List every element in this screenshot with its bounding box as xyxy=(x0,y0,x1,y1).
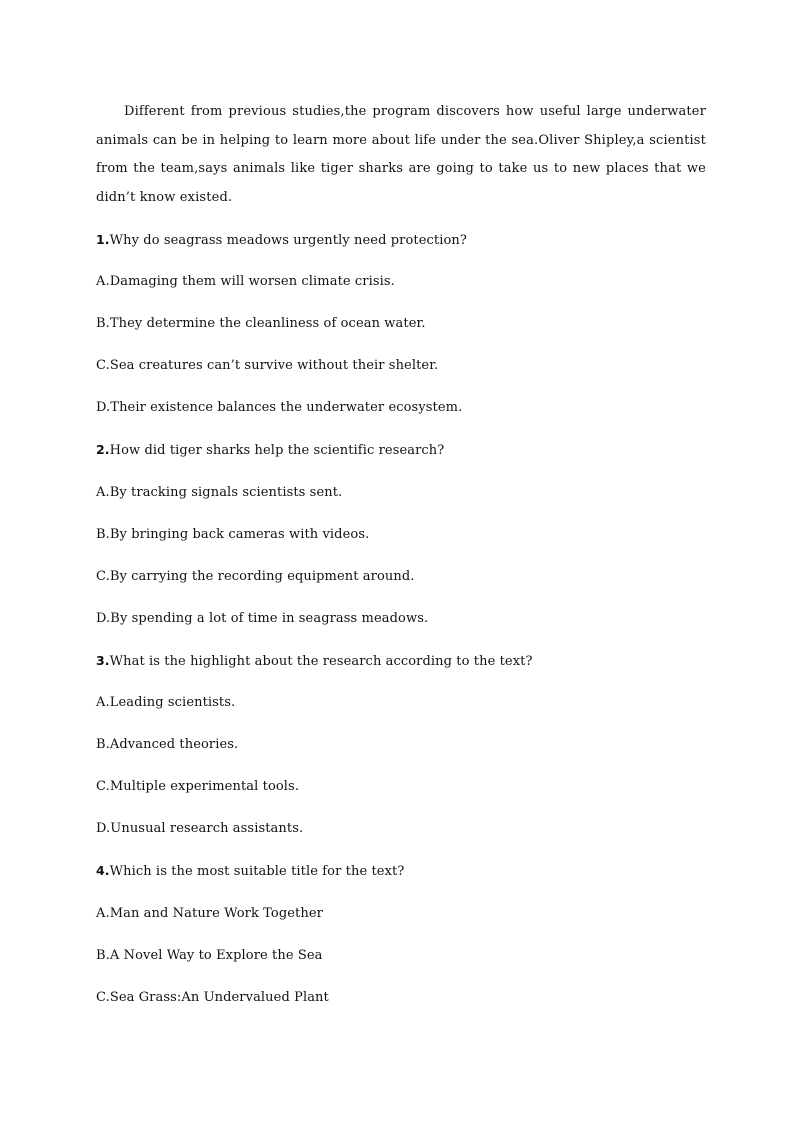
question-text: Which is the most suitable title for the text? xyxy=(109,864,405,880)
option-1d: D.Their existence balances the underwater ecosystem. xyxy=(96,400,463,416)
option-3a: A.Leading scientists. xyxy=(96,695,236,711)
option-4a: A.Man and Nature Work Together xyxy=(96,905,323,921)
question-number: 3. xyxy=(96,652,110,668)
option-3b: B.Advanced theories. xyxy=(96,737,239,753)
question-text: Why do seagrass meadows urgently need protection? xyxy=(109,233,467,248)
option-1c: C.Sea creatures can’t survive without their shelter. xyxy=(96,358,439,374)
option-2b: B.By bringing back cameras with videos. xyxy=(96,526,370,542)
option-3d: D.Unusual research assistants. xyxy=(96,821,304,837)
question-number: 4. xyxy=(96,863,110,879)
question-number: 1. xyxy=(96,232,110,247)
question-4 xyxy=(96,859,716,901)
question-2 xyxy=(96,438,716,480)
question-number: 2. xyxy=(96,442,110,458)
option-2a: A.By tracking signals scientists sent. xyxy=(96,484,343,500)
option-2c: C.By carrying the recording equipment around. xyxy=(96,568,415,584)
option-4c: C.Sea Grass:An Undervalued Plant xyxy=(96,989,329,1005)
question-text: How did tiger sharks help the scientific research? xyxy=(109,443,445,459)
option-4b: B.A Novel Way to Explore the Sea xyxy=(96,947,323,963)
option-3c: C.Multiple experimental tools. xyxy=(96,779,300,795)
option-2d: D.By spending a lot of time in seagrass meadows. xyxy=(96,610,429,626)
question-1 xyxy=(96,228,716,270)
option-1b: B.They determine the cleanliness of ocean water. xyxy=(96,316,426,332)
option-1a: A.Damaging them will worsen climate crisis. xyxy=(96,274,395,290)
passage-paragraph: Different from previous studies,the program discovers how useful large underwater animals can be in helping to learn more about life under the sea.Oliver Shipley,a scientist from the team,says animals like tiger sharks are going to take us to new places that we didn’t know existed. xyxy=(96,104,706,205)
question-text: What is the highlight about the research according to the text? xyxy=(109,653,533,669)
question-3 xyxy=(96,649,716,691)
question-list xyxy=(96,228,716,1028)
